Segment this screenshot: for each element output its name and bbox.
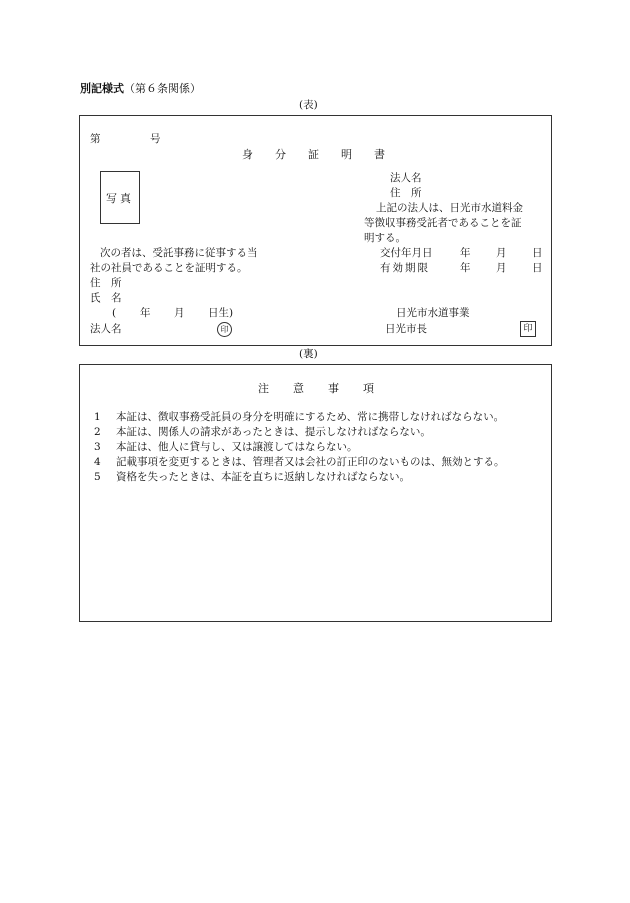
birth-day: 日生) xyxy=(208,307,234,319)
id-card-front xyxy=(79,115,552,346)
certify-line-2: 社の社員であることを証明する。 xyxy=(90,262,248,274)
issue-day: 日 xyxy=(532,247,543,259)
note-text: 資格を失ったときは、本証を直ちに返納しなければならない。 xyxy=(116,471,410,483)
form-name: 別記様式 xyxy=(80,82,124,95)
note-number: 1 xyxy=(94,411,101,423)
photo-box xyxy=(100,171,140,224)
issue-date-label: 交付年月日 xyxy=(380,247,433,259)
address-label: 住 所 xyxy=(90,277,122,289)
number-prefix: 第 xyxy=(90,133,101,145)
corp-seal-icon xyxy=(217,322,232,337)
note-text: 本証は、他人に貸与し、又は譲渡してはならない。 xyxy=(116,441,358,453)
issue-month: 月 xyxy=(496,247,507,259)
seal-square-icon: 印 xyxy=(520,321,536,337)
statement-line-1: 上記の法人は、日光市水道料金 xyxy=(376,202,523,214)
birth-open: ( xyxy=(112,307,117,319)
photo-label: 写真 xyxy=(106,191,134,205)
id-card-back xyxy=(79,364,552,622)
back-side-label: (裏) xyxy=(299,348,318,360)
issue-year: 年 xyxy=(460,247,471,259)
seal-circle-icon: 印 xyxy=(217,322,232,337)
name-label: 氏 名 xyxy=(90,292,122,304)
birth-year: 年 xyxy=(140,307,151,319)
statement-line-2: 等徴収事務受託者であることを証 xyxy=(364,217,522,229)
note-item xyxy=(94,427,431,438)
statement-line-3: 明する。 xyxy=(364,232,406,244)
note-number: 3 xyxy=(94,441,101,453)
birth-month: 月 xyxy=(174,307,185,319)
note-text: 記載事項を変更するときは、管理者又は会社の訂正印のないものは、無効とする。 xyxy=(116,456,505,468)
note-number: 4 xyxy=(94,456,101,468)
note-item xyxy=(94,457,505,468)
note-text: 本証は、関係人の請求があったときは、提示しなければならない。 xyxy=(116,426,431,438)
address-label-right: 住 所 xyxy=(390,187,422,199)
mayor-label: 日光市長 xyxy=(385,323,427,335)
mayor-seal-icon xyxy=(520,321,536,337)
note-number: 2 xyxy=(94,426,101,438)
form-heading xyxy=(80,83,201,94)
valid-month: 月 xyxy=(496,262,507,274)
note-item xyxy=(94,472,410,483)
front-side-label: (表) xyxy=(299,99,318,111)
card-title: 身分証明書 xyxy=(242,148,407,161)
valid-day: 日 xyxy=(532,262,543,274)
corp-name-label-right: 法人名 xyxy=(390,172,422,184)
note-item xyxy=(94,442,358,453)
corp-label-bottom: 法人名 xyxy=(90,323,122,335)
valid-until-label: 有効期限 xyxy=(380,262,430,274)
note-text: 本証は、徴収事務受託員の身分を明確にするため、常に携帯しなければならない。 xyxy=(116,411,505,423)
notes-title: 注意事項 xyxy=(258,382,398,395)
certify-line-1: 次の者は、受託事務に従事する当 xyxy=(100,247,258,259)
note-number: 5 xyxy=(94,471,101,483)
number-suffix: 号 xyxy=(150,133,161,145)
note-item xyxy=(94,412,504,423)
form-article: （第６条関係） xyxy=(124,82,201,95)
valid-year: 年 xyxy=(460,262,471,274)
waterworks-name: 日光市水道事業 xyxy=(396,307,470,319)
